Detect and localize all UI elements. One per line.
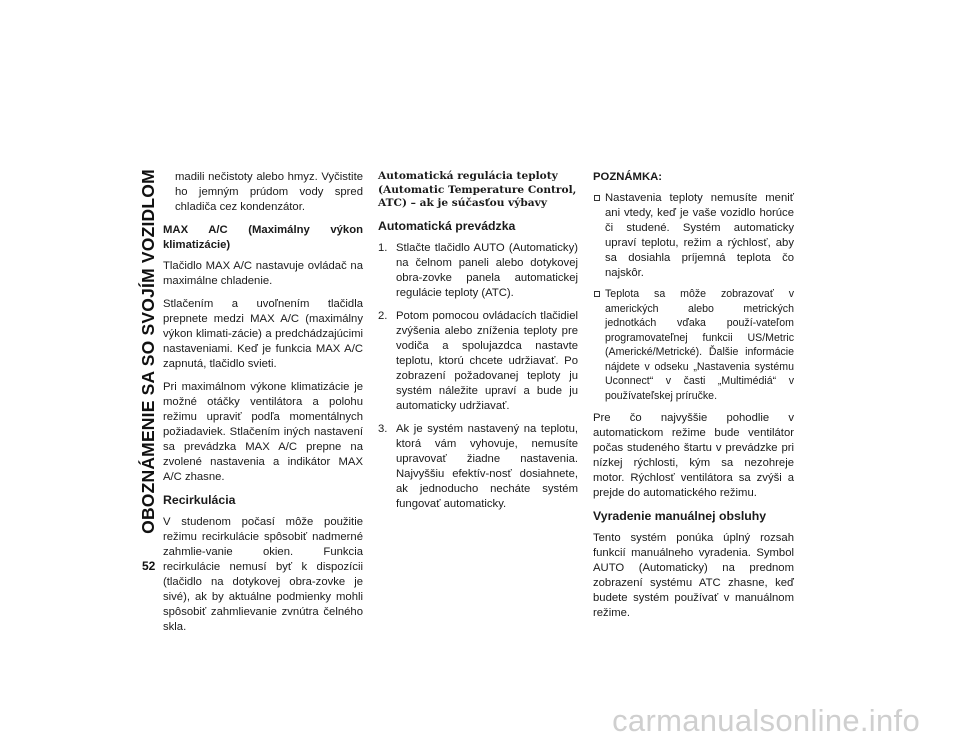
- max-ac-heading: MAX A/C (Maximálny výkon klimatizácie): [163, 224, 363, 251]
- max-ac-paragraph-1: Tlačidlo MAX A/C nastavuje ovládač na maximálne chladenie.: [163, 260, 363, 287]
- section-tab-label: OBOZNÁMENIE SA SO SVOJÍM VOZIDLOM: [137, 168, 158, 534]
- auto-steps-list: [378, 241, 578, 512]
- square-bullet-icon: [594, 195, 600, 201]
- recirculation-paragraph: V studenom počasí môže použitie režimu recirkulácie spôsobiť nadmerné zahmlie-vanie okien. Funkcia recirkulácie nemusí byť k dispozícii (tlačidlo na dotykovej obra-zovke je sivé), ak by aktuálne podmienky mohli spôsobiť zahmlievanie zvnútra čelného skla.: [163, 516, 363, 633]
- max-ac-paragraph-3: Pri maximálnom výkone klimatizácie je možné otáčky ventilátora a polohu režimu upraviť podľa momentálnych požiadaviek. Stlačením iných nastavení sa prevádzka MAX A/C prepne na zvolené nastavenia a indikátor MAX A/C zhasne.: [163, 381, 363, 483]
- list-item: Teplota sa môže zobrazovať v amerických alebo metrických jednotkách vďaka použí-vateľom programovateľnej funkcii US/Metric (Americké/Metrické). Ďalšie informácie nájdete v odseku „Nastavenia systému Uconnect“ v časti „Multimédiá“ v používateľskej príručke.: [593, 287, 794, 403]
- column-1: [163, 170, 363, 643]
- column-3: [593, 170, 794, 629]
- list-item: 2. Potom pomocou ovládacích tlačidiel zvýšenia alebo zníženia teploty pre vodiča a spolujazdca nastavte teplotu, ktorú chcete udržiavať. Po zobrazení požadovanej teploty ju systém náležite upraví a bude ju automaticky udržiavať.: [378, 309, 578, 412]
- watermark: carmanualsonline.info: [612, 703, 920, 738]
- list-item: Nastavenia teploty nemusíte meniť ani vtedy, keď je vaše vozidlo horúce či studené. Systém automaticky upraví teplotu, režim a rýchlosť, aby sa dosiahla príjemná teplota čo najskôr.: [593, 191, 794, 281]
- list-item: 1. Stlačte tlačidlo AUTO (Automaticky) na čelnom paneli alebo dotykovej obra-zovke panela automatickej regulácie teploty (ATC).: [378, 241, 578, 299]
- page-number: 52: [142, 559, 156, 573]
- manual-override-heading: Vyradenie manuálnej obsluhy: [593, 509, 767, 523]
- recirculation-heading: Recirkulácia: [163, 493, 236, 507]
- note-heading: POZNÁMKA:: [593, 171, 663, 183]
- auto-operation-heading: Automatická prevádzka: [378, 218, 516, 233]
- max-ac-paragraph-2: Stlačením a uvoľnením tlačidla prepnete medzi MAX A/C (maximálny výkon klimati-zácie) a predchádzajúcimi nastaveniami. Keď je funkcia MAX A/C zapnutá, tlačidlo svieti.: [163, 298, 363, 370]
- manual-override-paragraph: Tento systém ponúka úplný rozsah funkcií manuálneho vyradenia. Symbol AUTO (Automaticky) na prednom zobrazení systému ATC zhasne, keď budete systém používať v manuálnom režime.: [593, 532, 794, 619]
- list-item: 3. Ak je systém nastavený na teplotu, ktorá vám vyhovuje, nemusíte upravovať žiadne nastavenia. Najvyššiu efektív-nosť dosiahnete, ak jednoducho necháte systém fungovať automaticky.: [378, 422, 578, 510]
- atc-heading: Automatická regulácia teploty (Automatic Temperature Control, ATC) – ak je súčasťou výbavy: [378, 170, 577, 209]
- auto-comfort-paragraph: Pre čo najvyššie pohodlie v automatickom režime bude ventilátor počas studeného štartu v prevádzke pri nízkej rýchlosti, kým sa nezohreje motor. Rýchlosť ventilátora sa zvýši a prejde do automatického režimu.: [593, 412, 794, 499]
- square-bullet-icon: [594, 291, 600, 297]
- section-tab: [137, 160, 159, 542]
- note-list: [593, 191, 794, 403]
- continued-paragraph: madili nečistoty alebo hmyz. Vyčistite ho jemným prúdom vody spred chladiča cez kondenzátor.: [175, 171, 363, 213]
- column-2: [378, 170, 578, 520]
